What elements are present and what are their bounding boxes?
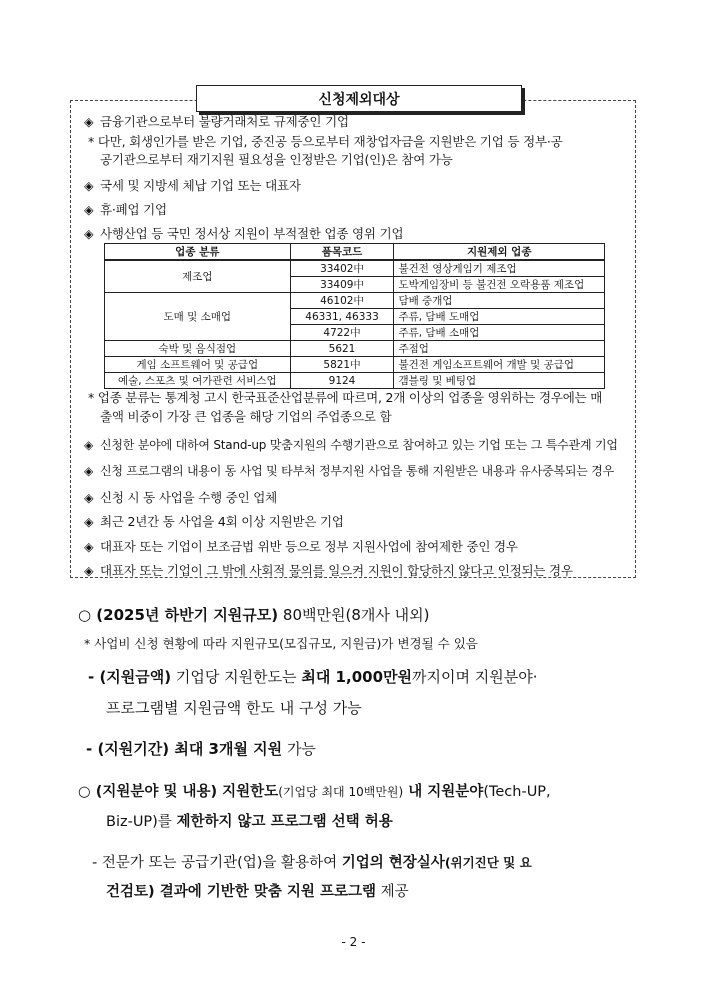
table-cell-desc: 불건전 게임소프트웨어 개발 및 공급업 xyxy=(394,357,605,373)
page-number: - 2 - xyxy=(341,935,366,949)
table-row xyxy=(105,357,605,373)
support-scale-note: * 사업비 신청 현황에 따라 지원규모(모집규모, 지원금)가 변경될 수 있음 xyxy=(84,636,478,651)
exclusion-item: ◈ 신청 프로그램의 내용이 동 사업 및 타부처 정부지원 사업을 통해 지원받은 내용과 유사중복되는 경우 xyxy=(84,464,615,478)
support-field: ○ (지원분야 및 내용) 지원한도(기업당 최대 10백만원) 내 지원분야(Tech-UP, xyxy=(78,784,551,800)
diamond-bullet-icon: ◈ xyxy=(84,438,94,452)
table-cell-desc: 담배 중개업 xyxy=(394,293,605,309)
diamond-bullet-icon: ◈ xyxy=(84,114,94,129)
table-row xyxy=(105,373,605,389)
exclusion-item: ◈ 최근 2년간 동 사업을 4회 이상 지원받은 기업 xyxy=(84,514,344,529)
exclusion-item: ◈ 대표자 또는 기업이 그 밖에 사회적 물의를 일으켜 지원이 합당하지 않다고 인정되는 경우 xyxy=(84,563,573,578)
support-field-cont: Biz-UP)를 제한하지 않고 프로그램 선택 허용 xyxy=(106,814,393,830)
table-cell-desc: 도박게임장비 등 불건전 오락용품 제조업 xyxy=(394,277,605,293)
table-cell-code: 5821中 xyxy=(290,357,394,373)
support-amount-cont: 프로그램별 지원금액 한도 내 구성 가능 xyxy=(106,699,362,717)
support-amount: - (지원금액) 기업당 지원한도는 최대 1,000만원까지이며 지원분야· xyxy=(88,668,538,686)
diamond-bullet-icon: ◈ xyxy=(84,563,94,578)
table-cell-desc: 불건전 영상게임기 제조업 xyxy=(394,260,605,277)
exclusion-note: * 다만, 회생인가를 받은 기업, 중진공 등으로부터 재창업자금을 지원받은 기업 등 정부·공 xyxy=(88,134,563,149)
table-cell-category: 숙박 및 음식점업 xyxy=(105,341,291,357)
table-cell-desc: 주류, 담배 소매업 xyxy=(394,325,605,341)
exclusion-item: ◈ 신청 시 동 사업을 수행 중인 업체 xyxy=(84,490,278,505)
diamond-bullet-icon: ◈ xyxy=(84,178,94,193)
table-header: 품목코드 xyxy=(290,244,394,261)
table-note: * 업종 분류는 통계청 고시 한국표준산업분류에 따르며, 2개 이상의 업종을 영위하는 경우에는 매 xyxy=(88,390,603,405)
exclusion-item: ◈ 국세 및 지방세 체납 기업 또는 대표자 xyxy=(84,178,301,193)
table-header: 지원제외 업종 xyxy=(394,244,605,261)
expert-support: - 전문가 또는 공급기관(업)을 활용하여 기업의 현장실사(위기진단 및 요 xyxy=(92,855,532,871)
exclusion-item: ◈ 휴·폐업 기업 xyxy=(84,202,167,217)
diamond-bullet-icon: ◈ xyxy=(84,539,94,554)
support-period: - (지원기간) 최대 3개월 지원 가능 xyxy=(86,740,316,758)
diamond-bullet-icon: ◈ xyxy=(84,490,94,505)
exclusion-item: ◈ 사행산업 등 국민 정서상 지원이 부적절한 업종 영위 기업 xyxy=(84,226,404,241)
table-row xyxy=(105,293,605,309)
exclusion-box-title: 신청제외대상 xyxy=(196,85,522,112)
table-header: 업종 분류 xyxy=(105,244,291,261)
table-row xyxy=(105,341,605,357)
table-cell-category: 도매 및 소매업 xyxy=(105,293,291,341)
support-scale: ○ (2025년 하반기 지원규모) 80백만원(8개사 내외) xyxy=(78,606,430,624)
table-cell-desc: 갬블링 및 베팅업 xyxy=(394,373,605,389)
exclusion-note: 공기관으로부터 재기지원 필요성을 인정받은 기업(인)은 참여 가능 xyxy=(100,152,453,167)
diamond-bullet-icon: ◈ xyxy=(84,202,94,217)
table-cell-code: 33409中 xyxy=(290,277,394,293)
table-cell-code: 9124 xyxy=(290,373,394,389)
table-cell-code: 46102中 xyxy=(290,293,394,309)
table-cell-code: 5621 xyxy=(290,341,394,357)
diamond-bullet-icon: ◈ xyxy=(84,514,94,529)
exclusion-item: ◈ 신청한 분야에 대하여 Stand-up 맞춤지원의 수행기관으로 참여하고 있는 기업 또는 그 특수관계 기업 xyxy=(84,438,618,452)
excluded-industry-table xyxy=(104,243,605,389)
diamond-bullet-icon: ◈ xyxy=(84,226,94,241)
table-cell-category: 게임 소프트웨어 및 공급업 xyxy=(105,357,291,373)
table-cell-category: 예술, 스포츠 및 여가관련 서비스업 xyxy=(105,373,291,389)
diamond-bullet-icon: ◈ xyxy=(84,464,94,478)
table-cell-code: 46331, 46333 xyxy=(290,309,394,325)
table-cell-code: 33402中 xyxy=(290,260,394,277)
expert-support-cont: 건검토) 결과에 기반한 맞춤 지원 프로그램 제공 xyxy=(106,884,409,900)
exclusion-item: ◈ 대표자 또는 기업이 보조금법 위반 등으로 정부 지원사업에 참여제한 중인 경우 xyxy=(84,539,518,554)
table-note: 출액 비중이 가장 큰 업종을 해당 기업의 주업종으로 함 xyxy=(100,409,392,424)
table-row xyxy=(105,260,605,277)
table-cell-category: 제조업 xyxy=(105,260,291,293)
table-header-row xyxy=(105,244,605,261)
table-cell-desc: 주류, 담배 도매업 xyxy=(394,309,605,325)
table-cell-code: 4722中 xyxy=(290,325,394,341)
exclusion-item: ◈ 금융기관으로부터 불량거래처로 규제중인 기업 xyxy=(84,114,349,129)
table-cell-desc: 주점업 xyxy=(394,341,605,357)
